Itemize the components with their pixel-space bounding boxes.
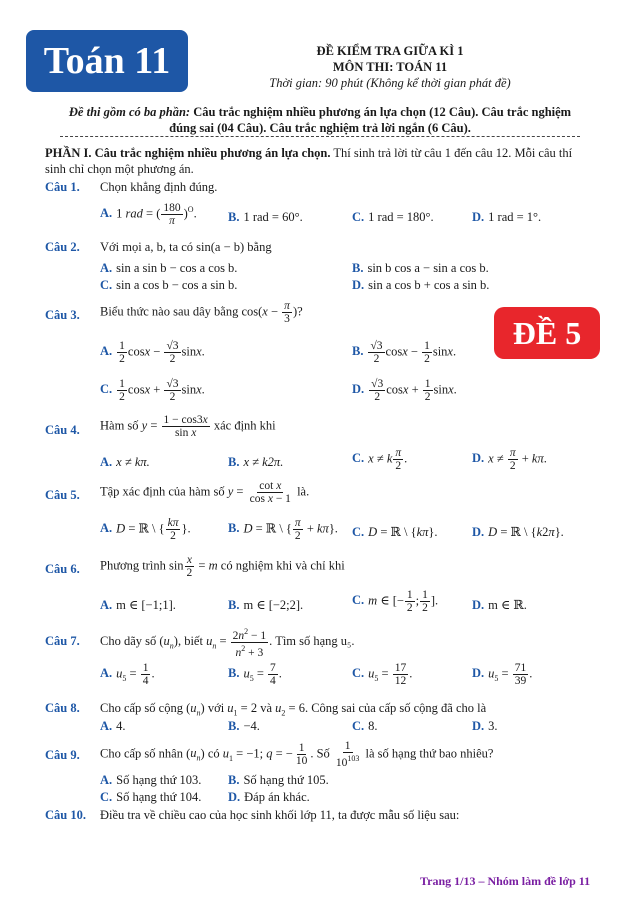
option-letter: C. [352, 525, 365, 539]
question-stem: Phương trình [100, 558, 166, 573]
option-letter: A. [100, 773, 113, 787]
question-tail: xác định khi [213, 418, 276, 433]
option-a[interactable]: A. $\frac{1}{2}$ cosx − $\frac{√3}{2}$ sinx. [100, 340, 205, 365]
exam-version-badge: ĐỀ 5 [494, 307, 600, 359]
option-letter: B. [228, 210, 240, 224]
option-b[interactable] [228, 719, 260, 734]
question-stem: Cho dãy số [100, 634, 157, 649]
question-label: Câu 9. [45, 748, 80, 762]
option-a-text: x ≠ kπ. [116, 455, 150, 469]
option-letter: C. [100, 278, 113, 292]
subject-logo: Toán 11 [26, 30, 188, 92]
option-d[interactable]: D. $u_5$ = $\frac{71}{39}$ . [472, 662, 533, 687]
option-letter: D. [472, 210, 485, 224]
question-text: Chọn khẳng định đúng. [100, 180, 218, 194]
question-label: Câu 7. [45, 634, 80, 648]
question-text: Biểu thức nào sau dây bằng cos(x − $\frac{\pi}{3}$ )? [100, 300, 303, 325]
option-d-text: 3. [488, 719, 498, 733]
option-letter: A. [100, 666, 113, 681]
option-letter: D. [352, 382, 365, 397]
option-letter: A. [100, 261, 113, 275]
option-c[interactable] [352, 210, 434, 225]
option-b[interactable] [228, 455, 283, 470]
option-b[interactable] [228, 597, 303, 613]
divider [60, 136, 580, 137]
question-label: Câu 1. [45, 180, 80, 194]
question-text: Tập xác định của hàm số y = $\frac{\text{cot x}}{\text{cos x − 1}}$ là. [100, 480, 310, 505]
question-stem: Cho cấp số nhân [100, 746, 183, 761]
option-letter: A. [100, 598, 113, 612]
option-b[interactable]: B. $u_5$ = $\frac{7}{4}$ . [228, 662, 282, 687]
part1-bold: PHẦN I. Câu trắc nghiệm nhiều phương án lựa chọn. [45, 146, 331, 160]
option-c[interactable]: C. D = ℝ \ {kπ}. [352, 525, 438, 539]
option-letter: D. [472, 666, 485, 681]
question-label: Câu 6. [45, 562, 80, 576]
option-c-text: 1 rad = 180°. [368, 210, 434, 224]
exam-title: ĐỀ KIỂM TRA GIỮA KÌ 1 [316, 44, 464, 58]
option-a[interactable] [100, 719, 126, 734]
option-b-text: x ≠ k2π. [243, 455, 284, 469]
question-text: Với mọi a, b, ta có sin(a − b) bằng [100, 240, 272, 254]
option-letter: B. [228, 666, 240, 681]
option-b[interactable]: B. D = ℝ \ { $\frac{\pi}{2}$ + kπ}. [228, 517, 338, 542]
option-a-text: sin a sin b − cos a cos b. [116, 261, 238, 275]
option-letter: B. [352, 344, 364, 359]
exam-intro [40, 104, 600, 136]
question-stem: Cho cấp số cộng [100, 701, 183, 715]
option-a[interactable]: A. 1 rad = ( $\frac{180}{\pi}$ )$^O$. [100, 202, 197, 227]
option-letter: C. [352, 666, 365, 681]
option-b[interactable]: B. $\frac{√3}{2}$ cosx − $\frac{1}{2}$ sinx. [352, 340, 457, 365]
part1-rest: Thí sinh trả lời từ câu 1 đến câu 12. Mỗi câu thí [330, 146, 573, 160]
option-c[interactable]: C. $u_5$ = $\frac{17}{12}$ . [352, 662, 413, 687]
question-mid: với [207, 701, 225, 715]
option-d[interactable] [228, 790, 310, 805]
option-letter: C. [352, 451, 365, 466]
option-b-text: −4. [243, 719, 260, 733]
option-letter: B. [228, 598, 240, 612]
question-text: Cho cấp số nhân $(u_n)$ có $u_1 = -1$; q = − $\frac{1}{10}$ . Số $\frac{1}{10^{103}}$ là số hạng thứ bao nhiêu? [100, 740, 494, 769]
option-letter: D. [472, 525, 485, 539]
part1-line2: sinh chỉ chọn một phương án. [45, 162, 194, 176]
option-letter: C. [352, 210, 365, 224]
question-stem: Hàm số [100, 418, 139, 433]
option-b[interactable] [352, 261, 489, 276]
question-text: Hàm số y = $\frac{1 - \cos 3x}{\text{sin x}}$ xác định khi [100, 414, 276, 439]
option-c[interactable] [352, 719, 378, 734]
question-tail: Tìm số hạng u₅. [275, 634, 355, 649]
option-letter: D. [472, 719, 485, 733]
option-c[interactable]: C. m ∈ [− $\frac{1}{2}$ ; $\frac{1}{2}$ ]. [352, 589, 439, 614]
option-c[interactable] [100, 790, 201, 805]
option-a-text: 4. [116, 719, 126, 733]
page-footer: Trang 1/13 – Nhóm làm đề lớp 11 [420, 874, 591, 888]
option-b[interactable] [228, 773, 329, 788]
option-letter: B. [228, 455, 240, 469]
question-label: Câu 10. [45, 808, 86, 822]
option-c[interactable]: C. $\frac{1}{2}$ cosx + $\frac{√3}{2}$ sinx. [100, 378, 205, 403]
option-d-text: 1 rad = 1°. [488, 210, 542, 224]
option-b-text: Số hạng thứ 105. [243, 773, 329, 787]
exam-time: Thời gian: 90 phút (Không kể thời gian phát đề) [269, 76, 511, 90]
option-letter: A. [100, 719, 113, 733]
question-stem: Tập xác định của hàm số [100, 484, 225, 499]
question-stem: Biểu thức nào sau dây bằng [100, 304, 239, 319]
option-c-text: 8. [368, 719, 378, 733]
option-a[interactable]: A. $u_5$ = $\frac{1}{4}$ . [100, 662, 155, 687]
question-text: Cho dãy số $(u_n)$, biết $u_n$ = $\frac{2n^2 - 1}{n^2 + 3}$ . Tìm số hạng u₅. [100, 627, 355, 659]
option-letter: D. [228, 790, 241, 804]
option-b[interactable] [228, 210, 303, 225]
question-label: Câu 4. [45, 423, 80, 437]
option-letter: A. [100, 344, 113, 359]
option-a[interactable] [100, 455, 150, 470]
option-d[interactable] [352, 278, 489, 293]
option-letter: B. [352, 261, 364, 275]
option-a[interactable] [100, 261, 237, 276]
option-letter: D. [352, 278, 365, 292]
option-letter: B. [228, 521, 240, 536]
option-d[interactable]: D. x ≠ $\frac{\pi}{2}$ + kπ. [472, 447, 547, 472]
question-tail: là. [297, 484, 310, 499]
option-a[interactable] [100, 773, 201, 788]
intro-lead: Đề thi gồm có ba phần: [68, 105, 191, 119]
question-label: Câu 8. [45, 701, 80, 715]
option-letter: C. [100, 382, 113, 397]
option-letter: A. [100, 521, 113, 536]
option-b-text: m ∈ [−2;2]. [243, 598, 304, 612]
option-d[interactable]: D. D = ℝ \ {k2π}. [472, 525, 564, 539]
question-mid: có [207, 746, 220, 761]
exam-subject: MÔN THI: TOÁN 11 [332, 60, 448, 74]
part1-heading [45, 145, 605, 177]
option-d[interactable] [472, 719, 498, 734]
question-label: Câu 5. [45, 488, 80, 502]
option-letter: B. [228, 719, 240, 733]
option-letter: C. [352, 719, 365, 733]
option-letter: C. [100, 790, 113, 804]
option-letter: A. [100, 455, 113, 469]
option-c[interactable] [100, 278, 237, 293]
question-tail: là số hạng thứ bao nhiêu? [365, 746, 494, 761]
question-label: Câu 2. [45, 240, 80, 254]
option-c[interactable]: C. x ≠ k $\frac{\pi}{2}$ . [352, 447, 408, 472]
option-c-text: Số hạng thứ 104. [116, 790, 202, 804]
option-a[interactable] [100, 597, 176, 613]
option-a[interactable]: A. D = ℝ \ { $\frac{k\pi}{2}$ }. [100, 517, 191, 542]
option-d-text: sin a cos b + cos a sin b. [368, 278, 490, 292]
option-d-text: Đáp án khác. [244, 790, 310, 804]
question-text: Cho cấp số cộng $(u_n)$ với $u_1 = 2$ và $u_2 = 6$. Công sai của cấp số cộng đã cho là [100, 701, 487, 718]
option-letter: D. [472, 598, 485, 612]
option-b-text: 1 rad = 60°. [243, 210, 303, 224]
option-a-text: Số hạng thứ 103. [116, 773, 202, 787]
option-letter: D. [472, 451, 485, 466]
question-text: Phương trình sin $\frac{x}{2}$ = m có nghiệm khi và chỉ khi [100, 554, 345, 579]
question-text: Điều tra về chiều cao của học sinh khối lớp 11, ta được mẫu số liệu sau: [100, 808, 460, 822]
question-label: Câu 3. [45, 308, 80, 322]
option-b-text: sin b cos a − sin a cos b. [367, 261, 489, 275]
question-tail: . Công sai của cấp số cộng đã cho là [304, 701, 487, 715]
option-d[interactable]: D. $\frac{√3}{2}$ cosx + $\frac{1}{2}$ sinx. [352, 378, 457, 403]
question-tail: có nghiệm khi và chỉ khi [220, 558, 345, 573]
option-letter: C. [352, 593, 365, 608]
intro-text-1: Câu trắc nghiệm nhiều phương án lựa chọn (12 Câu). Câu trắc nghiệm [190, 105, 572, 119]
option-letter: B. [228, 773, 240, 787]
option-letter: A. [100, 206, 113, 221]
option-d[interactable] [472, 210, 541, 225]
option-a-text: m ∈ [−1;1]. [116, 598, 176, 612]
option-c-text: sin a cos b − cos a sin b. [116, 278, 238, 292]
option-d-text: m ∈ ℝ. [488, 598, 527, 612]
intro-text-2: đúng sai (04 Câu). Câu trắc nghiệm trả lời ngắn (6 Câu). [169, 121, 471, 135]
option-d[interactable] [472, 597, 527, 613]
